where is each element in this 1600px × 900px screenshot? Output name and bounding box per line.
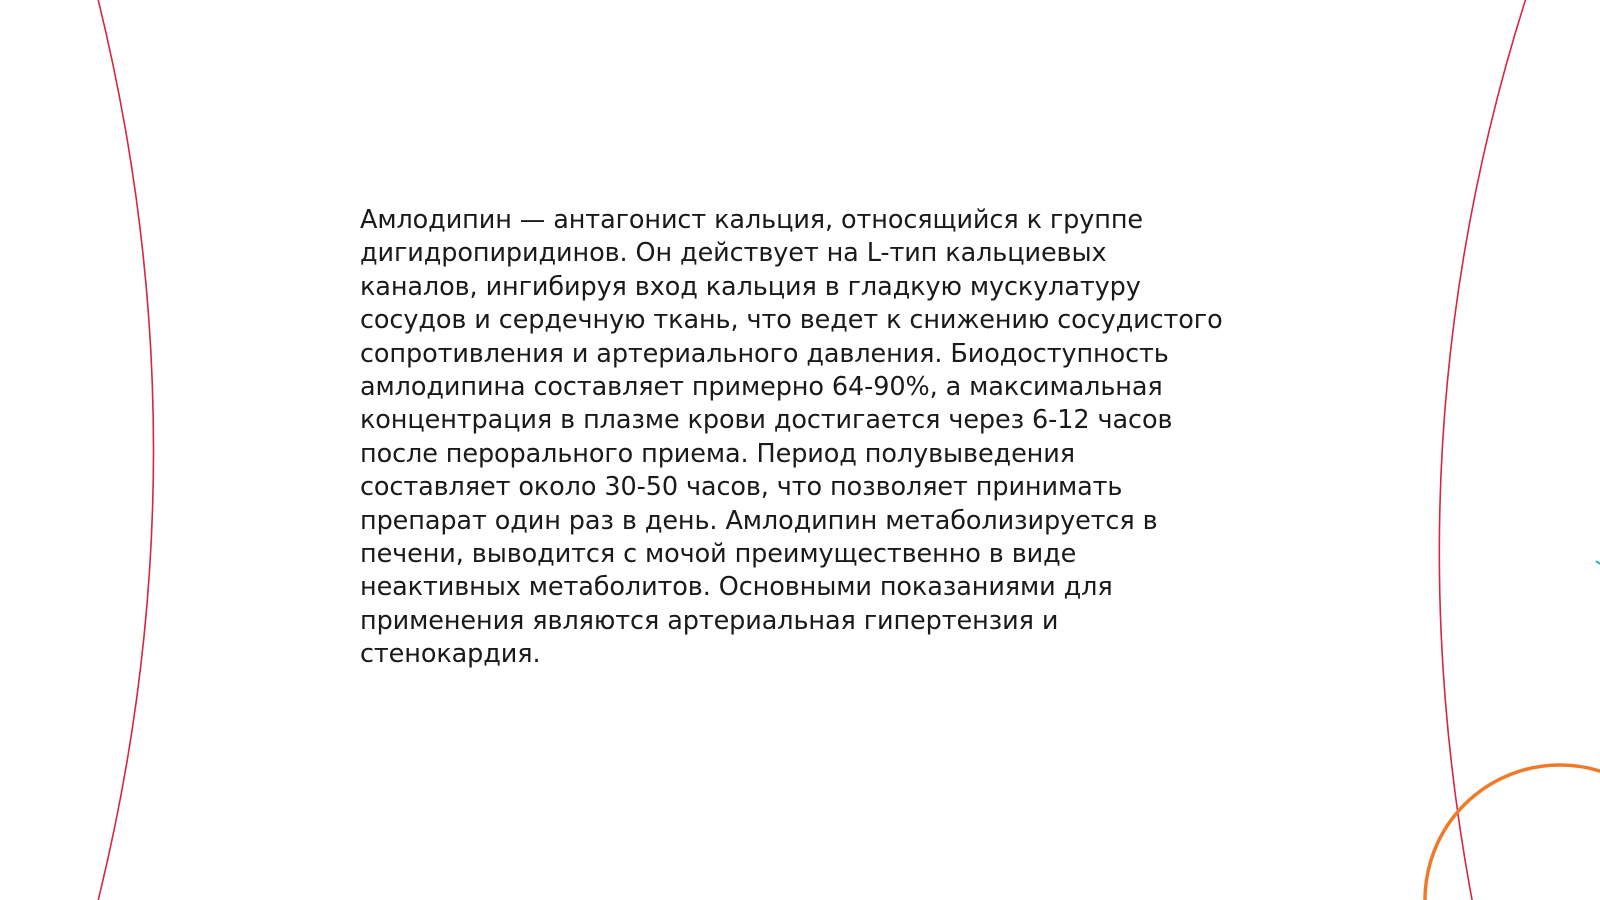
paragraph-line: после перорального приема. Период полувыведения (360, 438, 1075, 469)
paragraph-line: амлодипина составляет примерно 64-90%, а максимальная (360, 372, 1163, 403)
main-paragraph (360, 204, 1240, 672)
paragraph-line: Амлодипин — антагонист кальция, относящийся к группе (360, 205, 1143, 235)
left-red-curve (97, 0, 154, 900)
paragraph-line: сопротивления и артериального давления. Биодоступность (360, 338, 1169, 369)
paragraph-line: применения являются артериальная гипертензия и (360, 605, 1059, 636)
orange-circle (1425, 765, 1600, 900)
right-red-curve (1439, 0, 1527, 900)
paragraph-line: стенокардия. (360, 639, 541, 670)
paragraph-line: каналов, ингибируя вход кальция в гладкую мускулатуру (360, 271, 1141, 302)
paragraph-line: дигидропиридинов. Он действует на L-тип кальциевых (360, 238, 1107, 269)
paragraph-line: сосудов и сердечную ткань, что ведет к снижению сосудистого (360, 305, 1223, 336)
paragraph-line: препарат один раз в день. Амлодипин метаболизируется в (360, 505, 1158, 536)
paragraph-line: концентрация в плазме крови достигается через 6-12 часов (360, 405, 1173, 436)
paragraph-line: неактивных метаболитов. Основными показаниями для (360, 572, 1113, 603)
paragraph-line: печени, выводится с мочой преимущественно в виде (360, 539, 1077, 570)
paragraph-line: составляет около 30-50 часов, что позволяет принимать (360, 472, 1123, 503)
teal-accent-mark (1596, 561, 1600, 564)
